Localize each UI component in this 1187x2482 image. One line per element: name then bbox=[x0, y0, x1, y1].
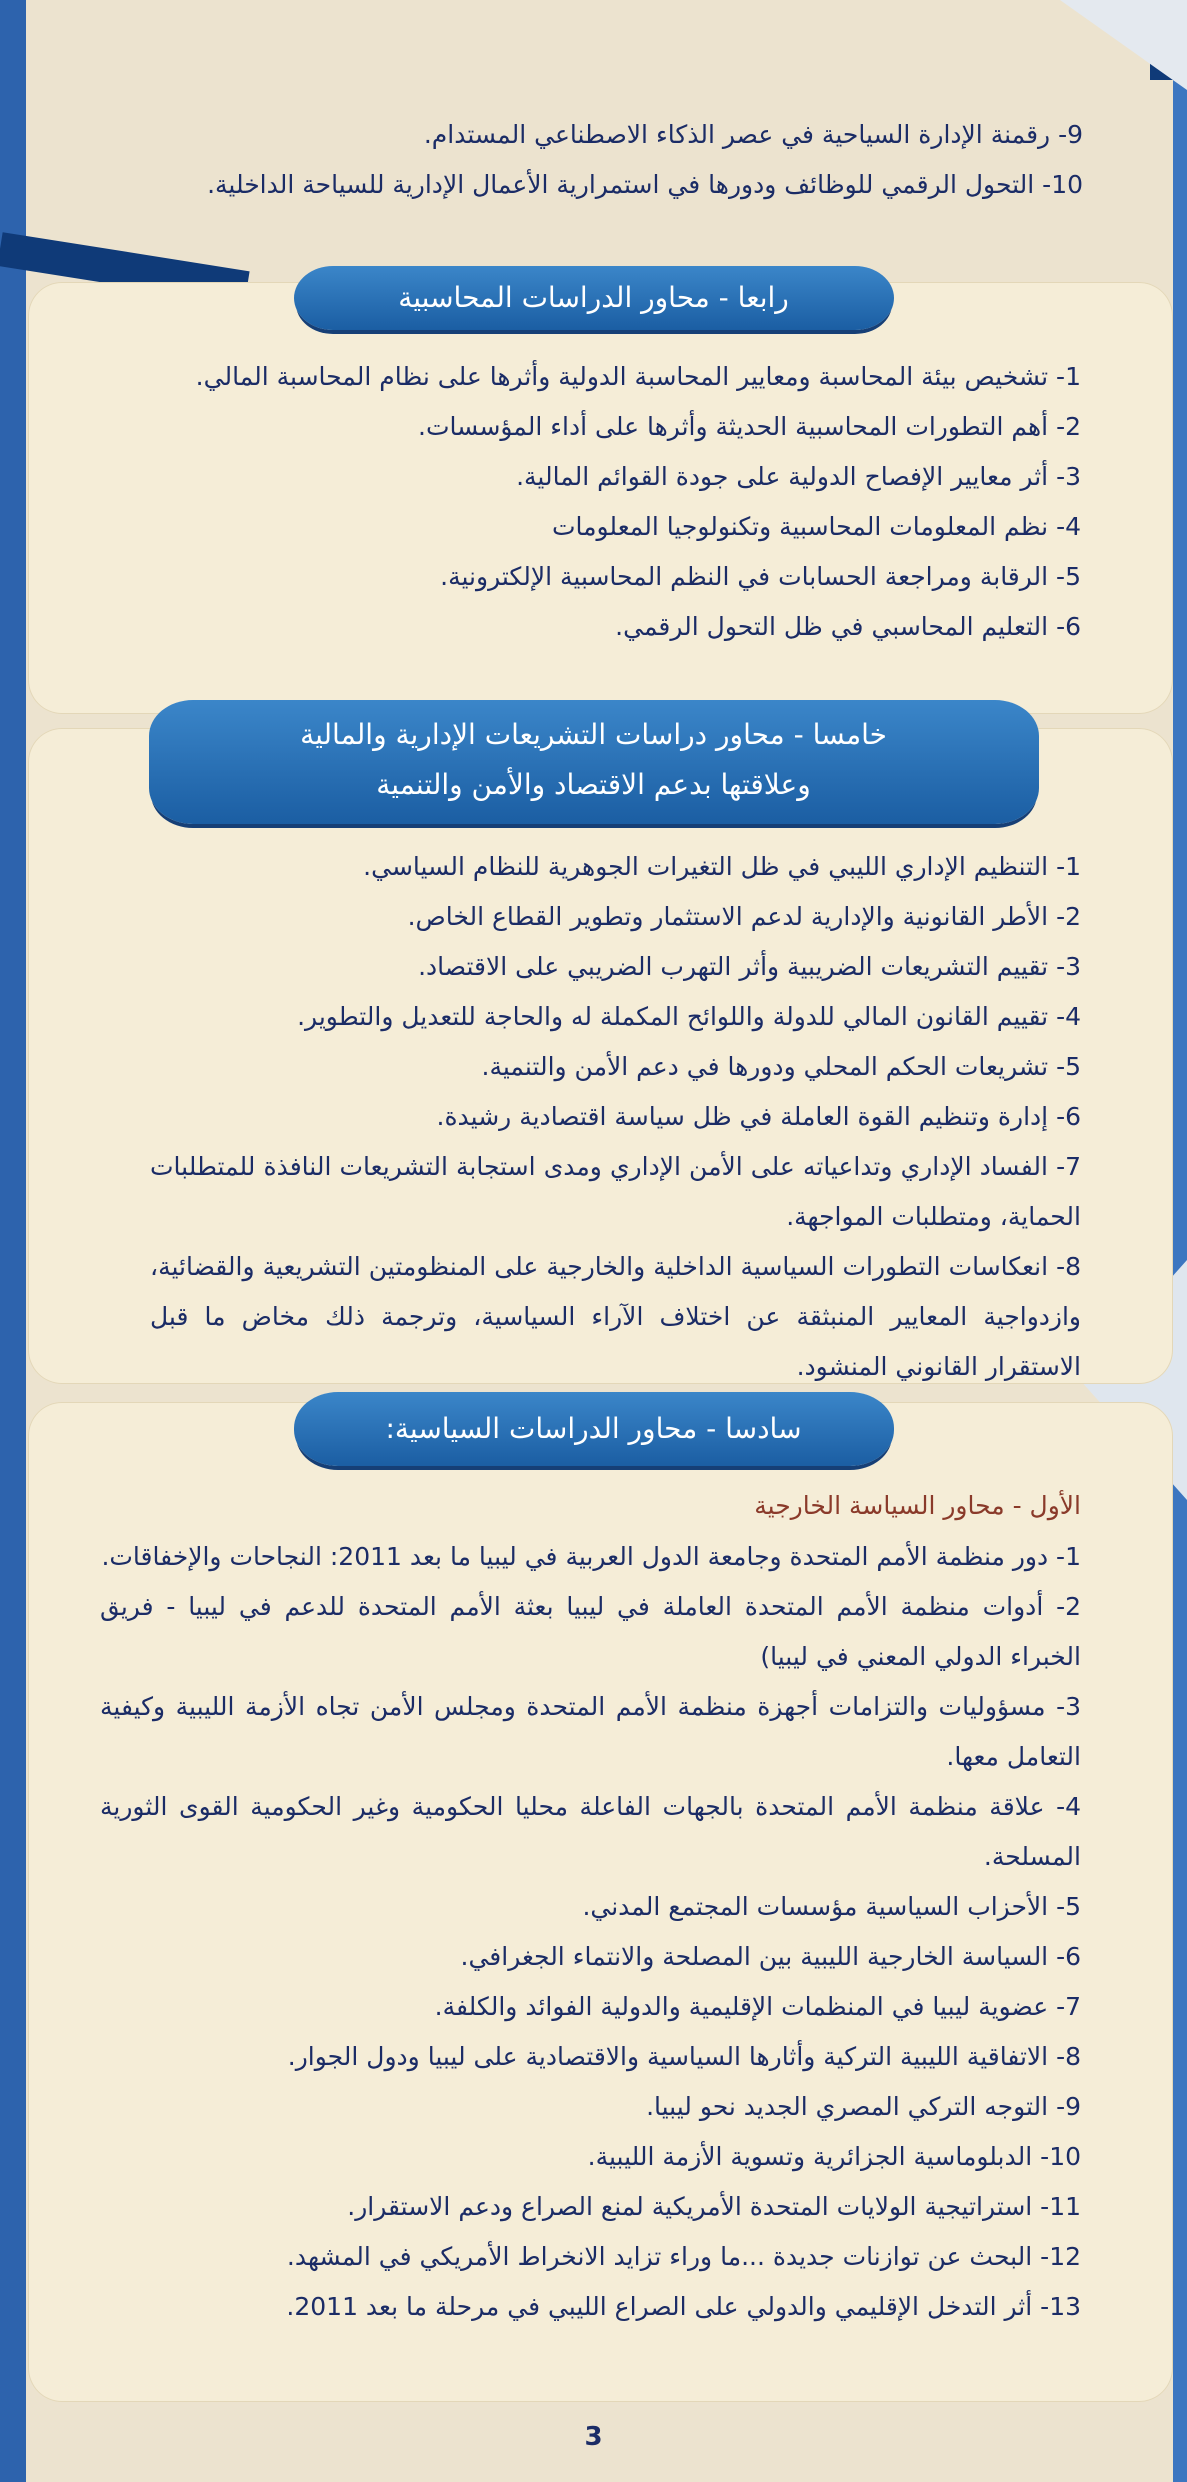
list-item: 10- الدبلوماسية الجزائرية وتسوية الأزمة الليبية. bbox=[587, 2142, 1081, 2171]
list-item: 4- تقييم القانون المالي للدولة واللوائح المكملة له والحاجة للتعديل والتطوير. bbox=[297, 1002, 1081, 1031]
section-banner-legislation bbox=[149, 700, 1039, 824]
list-item: 2- الأطر القانونية والإدارية لدعم الاستثمار وتطوير القطاع الخاص. bbox=[407, 902, 1081, 931]
list-item: 7- عضوية ليبيا في المنظمات الإقليمية والدولية الفوائد والكلفة. bbox=[434, 1992, 1081, 2021]
list-item: 13- أثر التدخل الإقليمي والدولي على الصراع الليبي في مرحلة ما بعد 2011. bbox=[286, 2292, 1081, 2321]
section-title: رابعا - محاور الدراسات المحاسبية bbox=[398, 281, 789, 314]
list-item: 3- مسؤوليات والتزامات أجهزة منظمة الأمم المتحدة ومجلس الأمن تجاه الأزمة الليبية وكيفية التعامل معها. bbox=[100, 1692, 1081, 1771]
list-item: 7- الفساد الإداري وتداعياته على الأمن الإداري ومدى استجابة التشريعات النافذة للمتطلبات الحماية، ومتطلبات المواجهة. bbox=[150, 1152, 1081, 1231]
intro-list bbox=[80, 110, 1083, 210]
list-item: 4- علاقة منظمة الأمم المتحدة بالجهات الفاعلة محليا الحكومية وغير الحكومية القوى الثورية المسلحة. bbox=[100, 1792, 1081, 1871]
section-items-legislation bbox=[150, 842, 1081, 1392]
list-item: 12- البحث عن توازنات جديدة ...ما وراء تزايد الانخراط الأمريكي في المشهد. bbox=[286, 2242, 1081, 2271]
list-item: 1- دور منظمة الأمم المتحدة وجامعة الدول العربية في ليبيا ما بعد 2011: النجاحات والإخفاقات. bbox=[101, 1542, 1081, 1571]
section-title-line: خامسا - محاور دراسات التشريعات الإدارية والمالية bbox=[300, 718, 887, 751]
list-item: 2- أدوات منظمة الأمم المتحدة العاملة في ليبيا بعثة الأمم المتحدة للدعم في ليبيا - فريق الخبراء الدولي المعني في ليبيا) bbox=[100, 1592, 1081, 1671]
list-item: 3- تقييم التشريعات الضريبية وأثر التهرب الضريبي على الاقتصاد. bbox=[418, 952, 1081, 981]
list-item: 4- نظم المعلومات المحاسبية وتكنولوجيا المعلومات bbox=[551, 512, 1081, 541]
list-item: 2- أهم التطورات المحاسبية الحديثة وأثرها على أداء المؤسسات. bbox=[418, 412, 1081, 441]
list-item: 9- رقمنة الإدارة السياحية في عصر الذكاء الاصطناعي المستدام. bbox=[423, 120, 1083, 149]
section-title-line: وعلاقتها بدعم الاقتصاد والأمن والتنمية bbox=[376, 768, 811, 801]
list-item: 6- إدارة وتنظيم القوة العاملة في ظل سياسة اقتصادية رشيدة. bbox=[436, 1102, 1081, 1131]
list-item: 8- انعكاسات التطورات السياسية الداخلية والخارجية على المنظومتين التشريعية والقضائية، وازدواجية المعايير المنبثقة عن اختلاف الآراء السياسية، وترجمة ذلك مخاض ما قبل الاستقرار القانوني المنشود. bbox=[150, 1252, 1081, 1381]
section-title: سادسا - محاور الدراسات السياسية: bbox=[385, 1412, 802, 1445]
list-item: 1- تشخيص بيئة المحاسبة ومعايير المحاسبة الدولية وأثرها على نظام المحاسبة المالي. bbox=[195, 362, 1081, 391]
subheading-foreign-policy: الأول - محاور السياسة الخارجية bbox=[754, 1491, 1081, 1520]
section-banner-accounting bbox=[294, 266, 894, 330]
list-item: 5- الرقابة ومراجعة الحسابات في النظم المحاسبية الإلكترونية. bbox=[440, 562, 1081, 591]
list-item: 9- التوجه التركي المصري الجديد نحو ليبيا. bbox=[646, 2092, 1081, 2121]
list-item: 10- التحول الرقمي للوظائف ودورها في استمرارية الأعمال الإدارية للسياحة الداخلية. bbox=[207, 170, 1083, 199]
list-item: 5- الأحزاب السياسية مؤسسات المجتمع المدني. bbox=[582, 1892, 1081, 1921]
page-number: 3 bbox=[584, 2422, 603, 2452]
list-item: 1- التنظيم الإداري الليبي في ظل التغيرات الجوهرية للنظام السياسي. bbox=[363, 852, 1081, 881]
section-banner-political bbox=[294, 1392, 894, 1466]
list-item: 3- أثر معايير الإفصاح الدولية على جودة القوائم المالية. bbox=[516, 462, 1081, 491]
list-item: 5- تشريعات الحكم المحلي ودورها في دعم الأمن والتنمية. bbox=[481, 1052, 1081, 1081]
section-items-accounting bbox=[100, 352, 1081, 652]
list-item: 8- الاتفاقية الليبية التركية وأثارها السياسية والاقتصادية على ليبيا ودول الجوار. bbox=[287, 2042, 1081, 2071]
list-item: 6- السياسة الخارجية الليبية بين المصلحة والانتماء الجغرافي. bbox=[460, 1942, 1081, 1971]
list-item: 11- استراتيجية الولايات المتحدة الأمريكية لمنع الصراع ودعم الاستقرار. bbox=[347, 2192, 1081, 2221]
list-item: 6- التعليم المحاسبي في ظل التحول الرقمي. bbox=[615, 612, 1081, 641]
section-items-political bbox=[100, 1480, 1081, 2332]
